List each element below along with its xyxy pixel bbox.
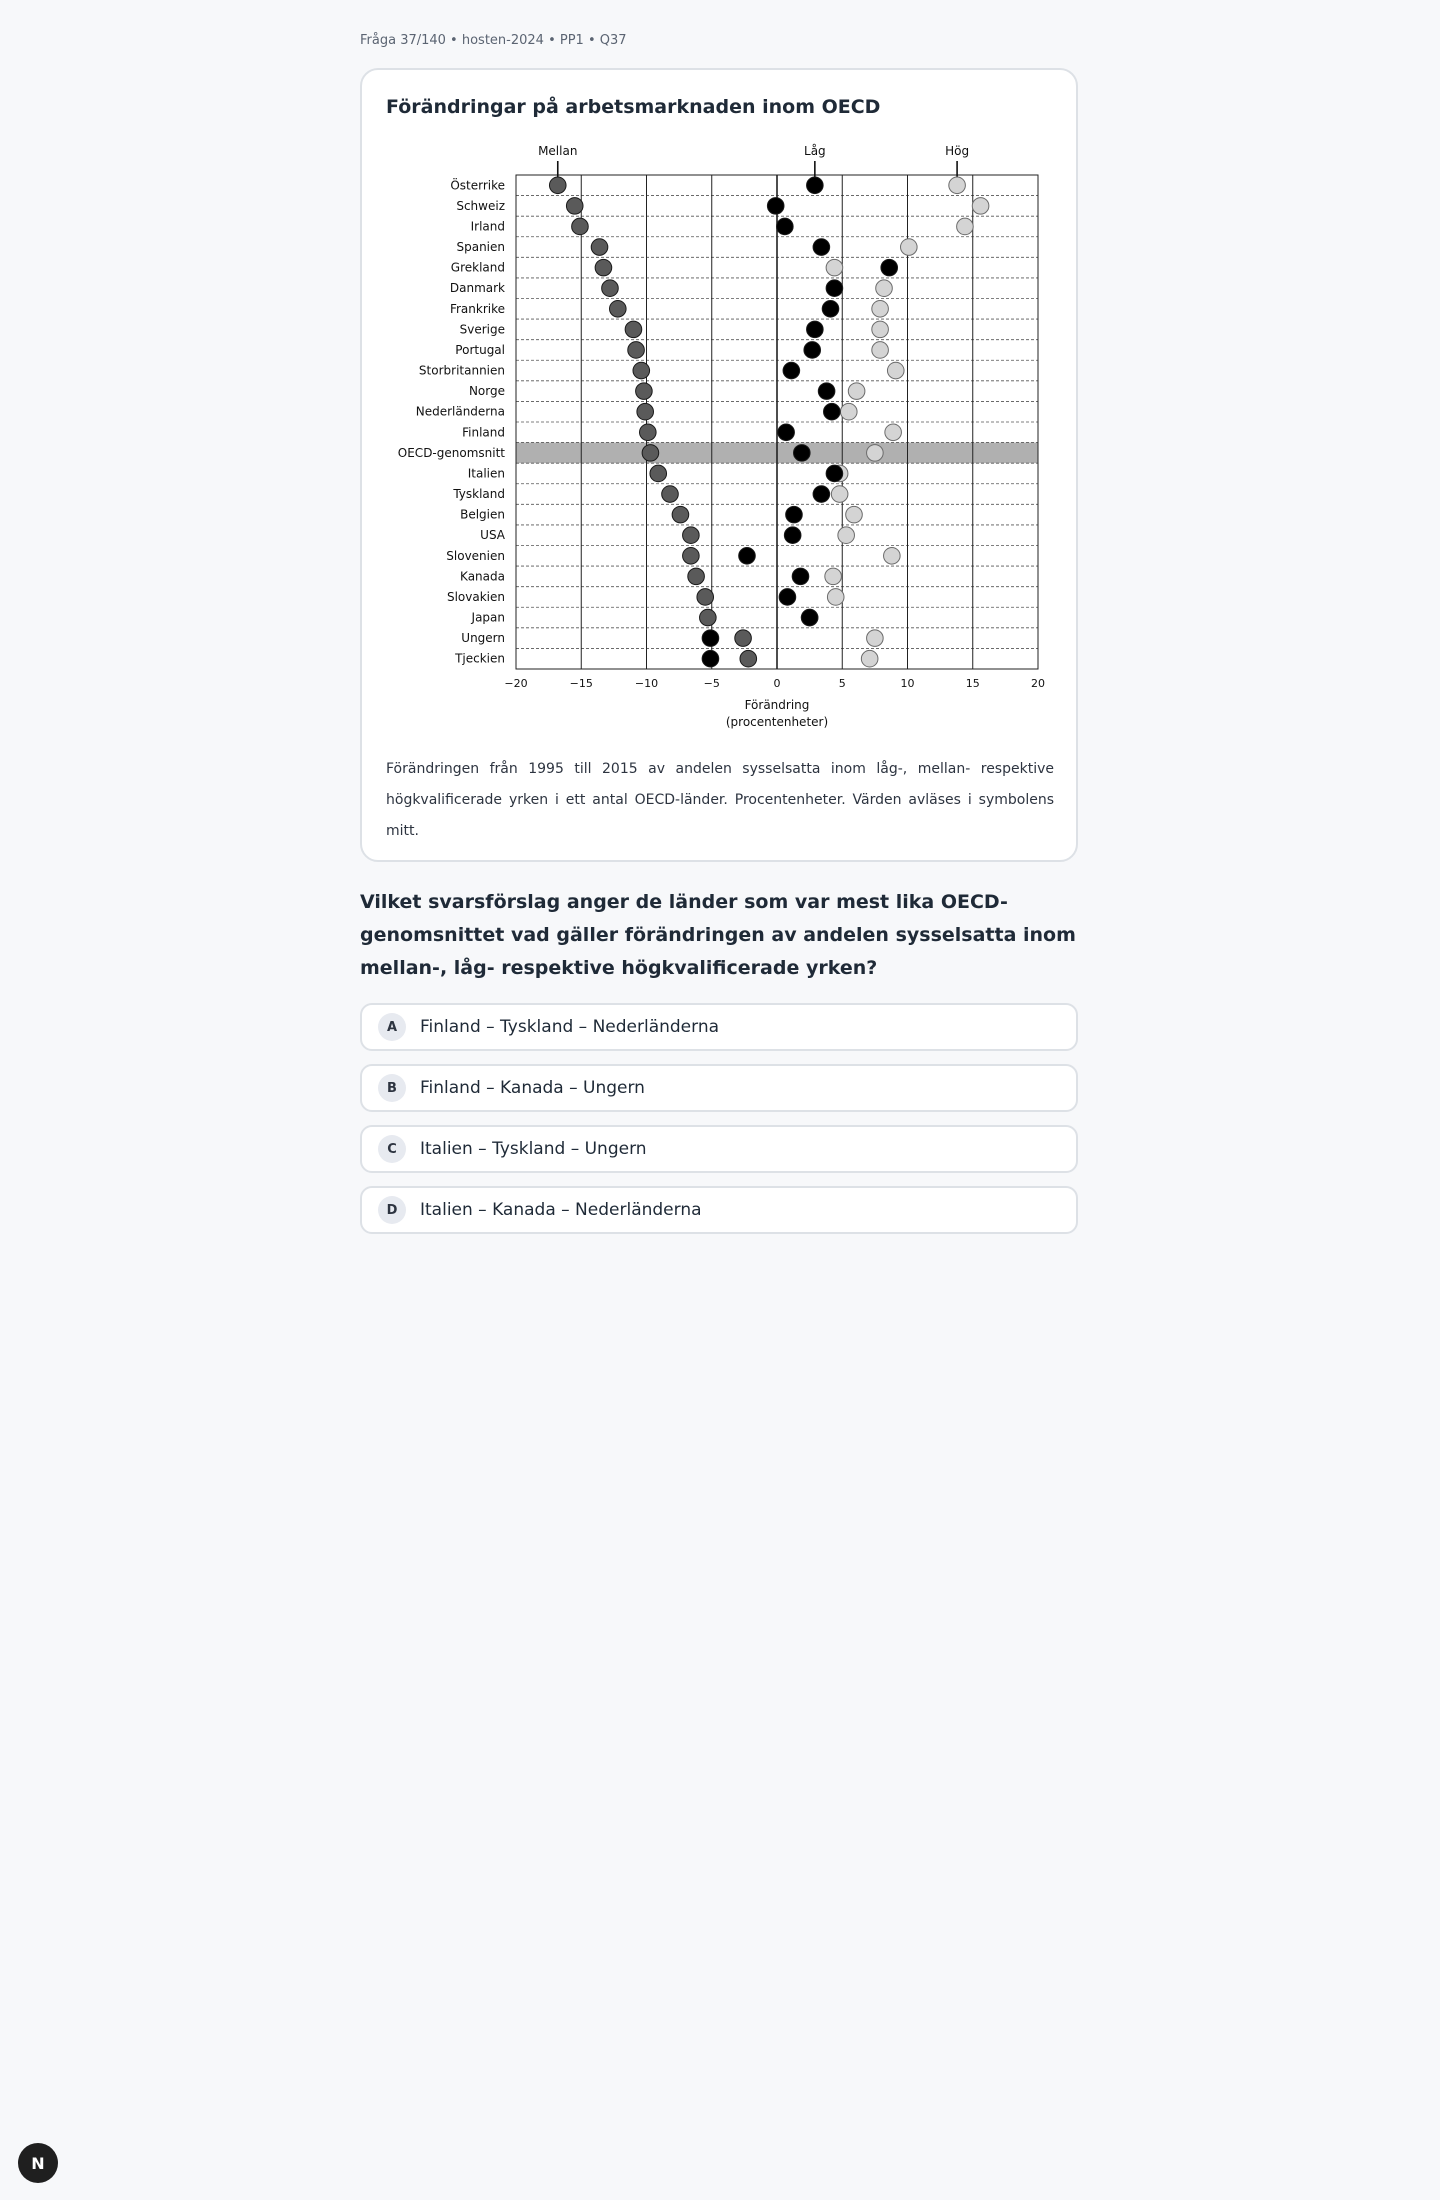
- point-mellan: [740, 650, 757, 667]
- option-d[interactable]: [360, 1186, 1078, 1234]
- point-låg: [826, 280, 843, 297]
- point-mellan: [595, 259, 612, 276]
- point-låg: [804, 342, 821, 359]
- point-hög: [848, 383, 865, 400]
- point-låg: [813, 239, 830, 256]
- point-mellan: [697, 589, 714, 606]
- chart-card: [360, 68, 1078, 862]
- category-label: Italien: [467, 466, 505, 481]
- point-mellan: [566, 198, 583, 215]
- option-a-letter: A: [378, 1013, 406, 1041]
- option-a-text: Finland – Tyskland – Nederländerna: [420, 1017, 720, 1037]
- category-label: Slovenien: [446, 548, 505, 563]
- category-label: Norge: [468, 384, 505, 399]
- point-låg: [801, 609, 818, 626]
- point-hög: [872, 321, 889, 338]
- x-tick-label: 5: [838, 677, 846, 690]
- category-label: Ungern: [461, 631, 505, 646]
- option-b-text: Finland – Kanada – Ungern: [420, 1078, 645, 1098]
- point-mellan: [633, 362, 650, 379]
- legend-label: Hög: [945, 144, 970, 158]
- x-tick-label: 10: [900, 677, 915, 690]
- point-mellan: [636, 383, 653, 400]
- point-mellan: [602, 280, 619, 297]
- option-b[interactable]: [360, 1064, 1078, 1112]
- option-d-letter: D: [378, 1196, 406, 1224]
- point-låg: [779, 589, 796, 606]
- point-låg: [793, 445, 810, 462]
- chart-title: Förändringar på arbetsmarknaden inom OECD: [386, 96, 881, 118]
- point-hög: [825, 568, 842, 585]
- point-låg: [807, 321, 824, 338]
- point-hög: [861, 650, 878, 667]
- point-hög: [949, 177, 966, 194]
- chart-caption: Förändringen från 1995 till 2015 av andelen sysselsatta inom låg-, mellan- respektive högkvalificerade yrken i ett antal OECD-länder. Procentenheter. Värden avläses i symbolens mitt.: [386, 761, 1054, 839]
- point-låg: [786, 506, 803, 523]
- category-label: Tjeckien: [455, 651, 505, 666]
- category-label: Kanada: [460, 569, 505, 584]
- point-mellan: [572, 218, 589, 235]
- point-hög: [867, 630, 884, 647]
- category-label: Grekland: [450, 260, 505, 275]
- point-låg: [783, 362, 800, 379]
- point-låg: [826, 465, 843, 482]
- point-låg: [813, 486, 830, 503]
- option-c[interactable]: [360, 1125, 1078, 1173]
- point-mellan: [642, 445, 659, 462]
- legend-label: Låg: [804, 144, 826, 158]
- point-låg: [702, 630, 719, 647]
- option-c-text: Italien – Tyskland – Ungern: [420, 1139, 647, 1159]
- point-låg: [702, 650, 719, 667]
- point-mellan: [549, 177, 566, 194]
- point-hög: [887, 362, 904, 379]
- x-tick-label: −15: [569, 677, 593, 690]
- category-label: Nederländerna: [415, 404, 505, 419]
- point-mellan: [650, 465, 667, 482]
- x-tick-label: 20: [1031, 677, 1045, 690]
- x-tick-label: 15: [965, 677, 980, 690]
- point-mellan: [683, 527, 700, 544]
- point-hög: [957, 218, 974, 235]
- point-mellan: [735, 630, 752, 647]
- point-låg: [818, 383, 835, 400]
- x-tick-label: −5: [703, 677, 720, 690]
- category-label: Belgien: [460, 507, 505, 522]
- point-hög: [884, 547, 901, 564]
- category-label: Irland: [470, 219, 505, 234]
- category-label: Danmark: [449, 281, 505, 296]
- legend-label: Mellan: [538, 144, 578, 158]
- point-låg: [807, 177, 824, 194]
- point-mellan: [700, 609, 717, 626]
- category-label: Österrike: [450, 178, 505, 193]
- point-mellan: [625, 321, 642, 338]
- point-hög: [840, 403, 857, 420]
- x-axis-label-unit: (procentenheter): [725, 715, 829, 729]
- point-låg: [767, 198, 784, 215]
- question-text: Vilket svarsförslag anger de länder som var mest lika OECD-genomsnittet vad gäller förändringen av andelen sysselsatta inom mellan-, låg- respektive högkvalificerade yrken?: [360, 891, 1076, 979]
- category-label: Portugal: [455, 342, 505, 357]
- option-b-letter: B: [378, 1074, 406, 1102]
- category-label: Tyskland: [453, 487, 505, 502]
- x-axis-label: Förändring: [744, 698, 810, 712]
- option-a[interactable]: [360, 1003, 1078, 1051]
- point-mellan: [609, 300, 626, 317]
- point-mellan: [591, 239, 608, 256]
- category-label: Finland: [462, 425, 505, 440]
- point-låg: [792, 568, 809, 585]
- category-label: Slovakien: [446, 589, 505, 604]
- x-tick-label: −20: [504, 677, 528, 690]
- category-label: Storbritannien: [418, 363, 505, 378]
- point-hög: [876, 280, 893, 297]
- point-låg: [739, 547, 756, 564]
- point-hög: [826, 259, 843, 276]
- point-låg: [822, 300, 839, 317]
- point-låg: [777, 218, 794, 235]
- point-hög: [867, 445, 884, 462]
- point-hög: [901, 239, 918, 256]
- x-tick-label: 0: [773, 677, 781, 690]
- point-mellan: [683, 547, 700, 564]
- point-mellan: [672, 506, 689, 523]
- category-label: USA: [480, 528, 505, 543]
- option-c-letter: C: [378, 1135, 406, 1163]
- point-hög: [872, 300, 889, 317]
- category-label: Sverige: [459, 322, 505, 337]
- point-hög: [831, 486, 848, 503]
- next-logo-button[interactable]: N: [18, 2143, 58, 2183]
- category-label: OECD-genomsnitt: [397, 445, 505, 460]
- point-låg: [784, 527, 801, 544]
- question-meta: Fråga 37/140 • hosten-2024 • PP1 • Q37: [360, 33, 627, 48]
- option-d-text: Italien – Kanada – Nederländerna: [420, 1200, 702, 1220]
- point-låg: [778, 424, 795, 441]
- point-hög: [827, 589, 844, 606]
- point-mellan: [640, 424, 657, 441]
- point-låg: [881, 259, 898, 276]
- point-hög: [872, 342, 889, 359]
- category-label: Frankrike: [449, 301, 505, 316]
- category-label: Spanien: [456, 240, 505, 255]
- category-label: Schweiz: [456, 198, 505, 213]
- point-låg: [824, 403, 841, 420]
- point-mellan: [628, 342, 645, 359]
- dot-plot-chart: [362, 70, 1076, 750]
- point-hög: [838, 527, 855, 544]
- point-hög: [885, 424, 902, 441]
- point-mellan: [637, 403, 654, 420]
- x-tick-label: −10: [634, 677, 659, 690]
- point-hög: [972, 198, 989, 215]
- point-mellan: [688, 568, 705, 585]
- point-hög: [846, 506, 863, 523]
- category-label: Japan: [471, 610, 505, 625]
- point-mellan: [662, 486, 679, 503]
